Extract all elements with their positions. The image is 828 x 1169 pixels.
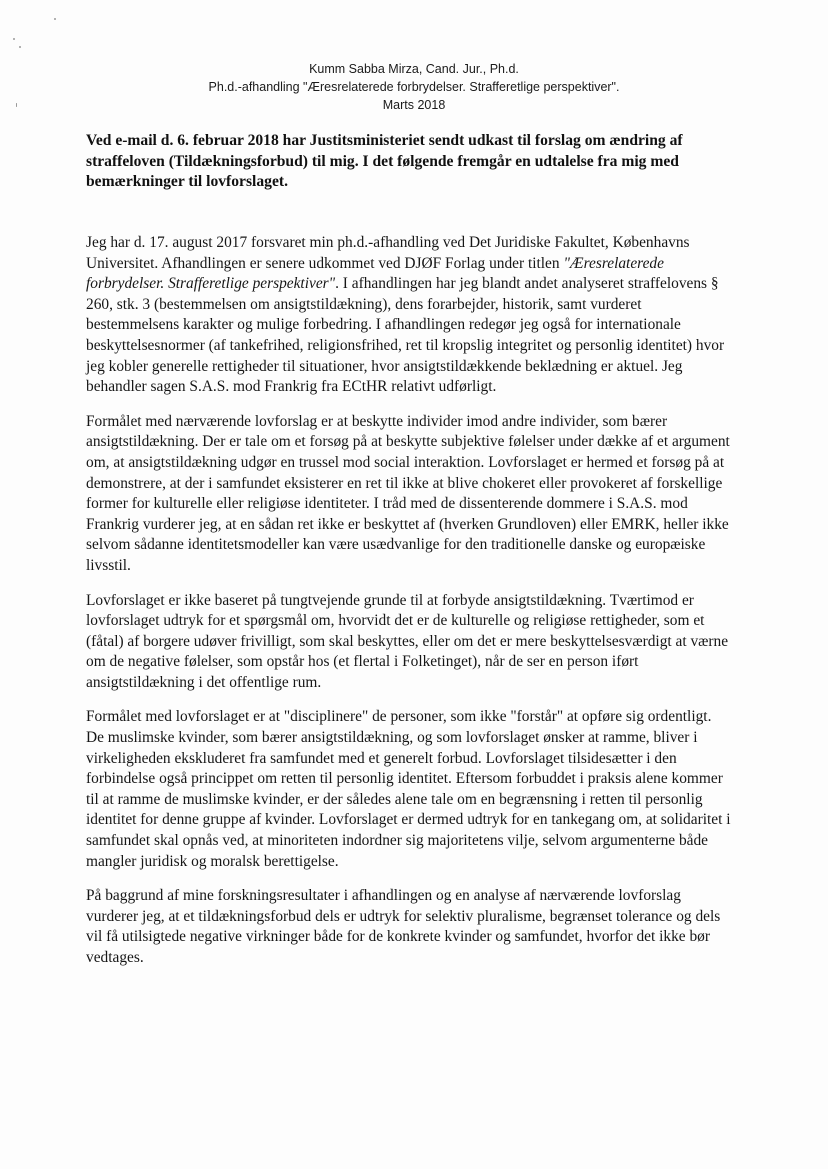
scan-speck [13, 38, 15, 40]
author-line: Kumm Sabba Mirza, Cand. Jur., Ph.d. [309, 62, 519, 76]
paragraph-3: Lovforslaget er ikke baseret på tungtvejende grunde til at forbyde ansigtstildækning. Tværtimod er lovforslaget udtryk for et spørgsmål om, hvorvidt det er de kulturelle og religiøse rettigheder, som et (fåtal) af borgere udøver frivilligt, som skal beskyttes, eller om det er mere beskyttelsesværdigt at værne om de negative følelser, som opstår hos (et flertal i Folketinget), når de ser en person iført ansigtstildækning i det offentlige rum. [86, 591, 729, 691]
paragraph-1-text-b: . I afhandlingen har jeg blandt andet analyseret straffelovens § 260, stk. 3 (bestemmelsen om ansigtstildækning), dens forarbejder, historik, samt vurderet bestemmelsens karakter og mulige forbedring. I afhandlingen redegør jeg også for internationale beskyttelsesnormer (af tankefrihed, religionsfrihed, ret til kropslig integritet og personlig identitet) hvor jeg kobler generelle rettigheder til situationer, hvor ansigtstildækkende beklædning er aktuel. Jeg behandler sagen S.A.S. mod Frankrig fra ECtHR relativt udførligt. [86, 275, 725, 396]
intro-paragraph: Ved e-mail d. 6. februar 2018 har Justitsministeriet sendt udkast til forslag om ændring af straffeloven (Tildækningsforbud) til mig. I det følgende fremgår en udtalelse fra mig med bemærkninger til lovforslaget. [86, 132, 683, 190]
scan-speck [54, 18, 56, 20]
document-body [86, 233, 732, 983]
scan-speck [19, 46, 21, 48]
paragraph-4: Formålet med lovforslaget er at "disciplinere" de personer, som ikke "forstår" at opføre sig ordentligt. De muslimske kvinder, som bærer ansigtstildækning, og som lovforslaget ønsker at ramme, bliver i virkeligheden ekskluderet fra samfundet med et generelt forbud. Lovforslaget tilsidesætter i den forbindelse også princippet om retten til personlig identitet. Eftersom forbuddet i praksis alene kommer til at ramme de muslimske kvinder, er der således alene tale om en begrænsning i retten til personlig identitet for denne gruppe af kvinder. Lovforslaget er dermed udtryk for en tankegang om, at solidaritet i samfundet skal opnås ved, at minoriteten indordner sig majoritetens vilje, selvom argumenterne både mangler juridisk og moralsk berettigelse. [86, 708, 731, 870]
paragraph-1 [86, 233, 732, 398]
date-line: Marts 2018 [382, 98, 446, 112]
paragraph-2: Formålet med nærværende lovforslag er at beskytte individer imod andre individer, som bærer ansigtstildækning. Der er tale om et forsøg på at beskytte subjektive følelser under dække af et argument om, at ansigtstildækning udgør en trussel mod social interaktion. Lovforslaget er hermed et forsøg på at demonstrere, at der i samfundet eksisterer en ret til ikke at blive chokeret eller provokeret af forskellige former for kulturelle eller religiøse identiteter. I tråd med de dissenterende dommere i S.A.S. mod Frankrig vurderer jeg, at en sådan ret ikke er beskyttet af (hverken Grundloven) eller EMRK, heller ikke selvom sådanne identitetsmodeller kan være usædvanlige for den traditionelle danske og europæiske livsstil. [86, 412, 730, 574]
thesis-line: Ph.d.-afhandling "Æresrelaterede forbrydelser. Strafferetlige perspektiver". [208, 80, 620, 94]
paragraph-5: På baggrund af mine forskningsresultater i afhandlingen og en analyse af nærværende lovforslag vurderer jeg, at et tildækningsforbud dels er udtryk for selektiv pluralisme, begrænset tolerance og dels vil få utilsigtede negative virkninger både for de konkrete kvinder og samfundet, hvorfor det ikke bør vedtages. [86, 887, 721, 966]
paragraph-1-text-a: Jeg har d. 17. august 2017 forsvaret min ph.d.-afhandling ved Det Juridiske Fakultet, Københavns Universitet. Afhandlingen er senere udkommet ved DJØF Forlag under titlen [86, 234, 690, 272]
document-header [0, 60, 828, 114]
book-title: "Æresrelaterede forbrydelser. Strafferetlige perspektiver" [86, 254, 664, 293]
